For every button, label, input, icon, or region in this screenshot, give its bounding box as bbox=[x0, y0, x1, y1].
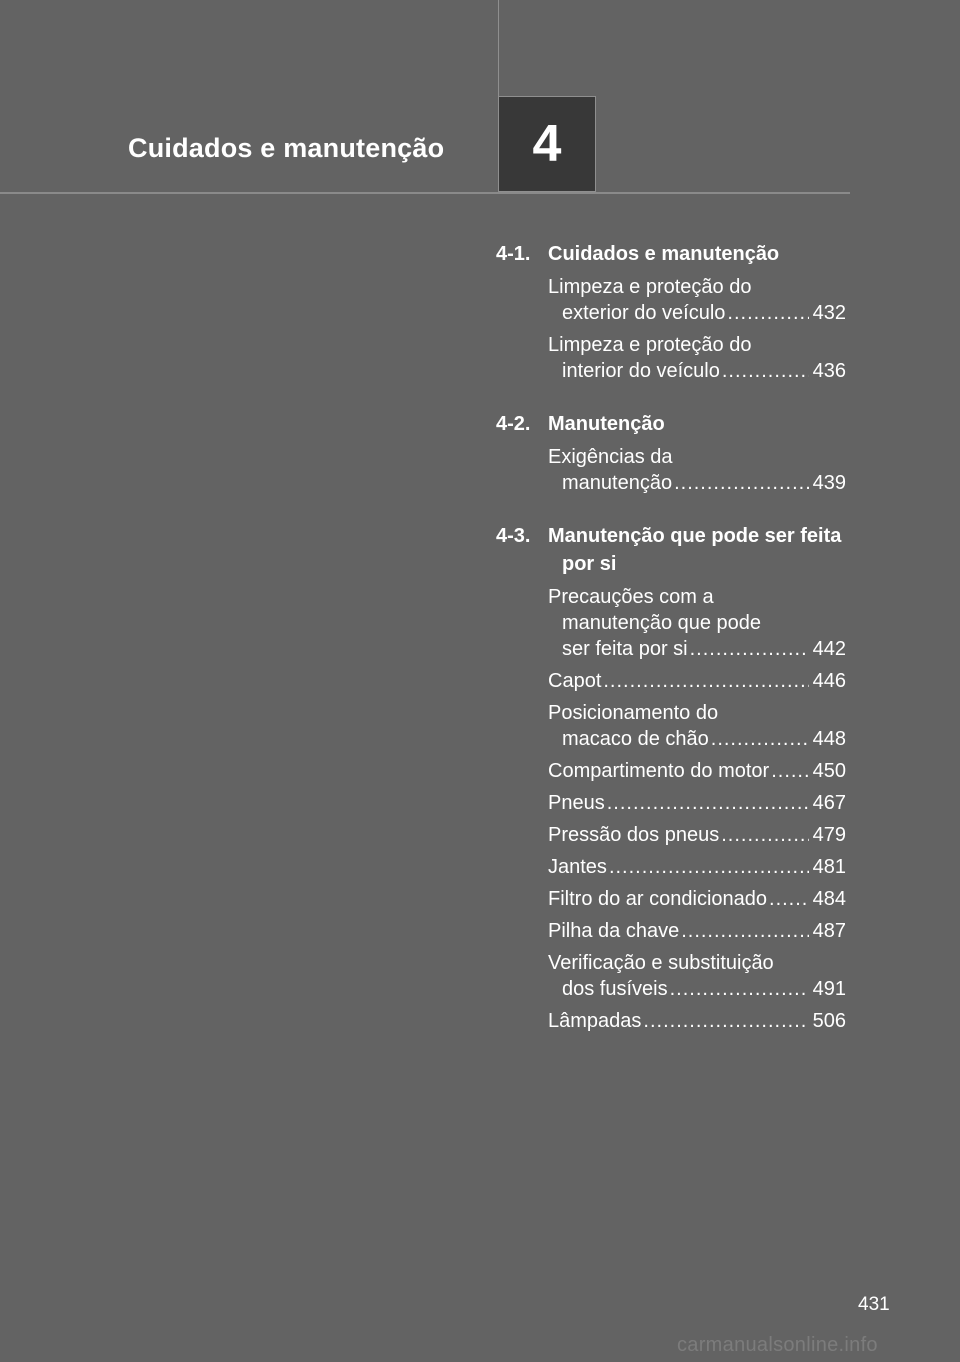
entry-leader-line bbox=[548, 726, 846, 752]
toc-entry[interactable] bbox=[548, 854, 846, 880]
dot-leader bbox=[690, 636, 809, 662]
entry-title-line: Pressão dos pneus bbox=[548, 824, 720, 846]
toc-entry[interactable] bbox=[548, 822, 846, 848]
entry-title-line: Limpeza e proteção do bbox=[548, 334, 752, 356]
entry-leader-line bbox=[548, 470, 846, 496]
dot-leader bbox=[771, 758, 808, 784]
entry-title-line: interior do veículo bbox=[562, 360, 720, 382]
dot-leader bbox=[721, 822, 808, 848]
section-title: Cuidados e manutenção bbox=[548, 243, 780, 265]
entry-title-line: dos fusíveis bbox=[562, 978, 668, 1000]
dot-leader bbox=[670, 976, 809, 1002]
toc-entry[interactable] bbox=[548, 444, 846, 496]
entry-title-line: exterior do veículo bbox=[562, 302, 726, 324]
section-number: 4-1. bbox=[496, 243, 531, 265]
header-vertical-rule bbox=[498, 0, 499, 96]
dot-leader bbox=[711, 726, 809, 752]
entry-title-line: Jantes bbox=[548, 856, 607, 878]
entry-title-line: Precauções com a bbox=[548, 586, 714, 608]
toc-entry[interactable] bbox=[548, 918, 846, 944]
entry-leader-line bbox=[548, 1008, 846, 1034]
entry-title-line: Verificação e substituição bbox=[548, 952, 774, 974]
section-spacer bbox=[496, 496, 846, 522]
entry-title-line: Compartimento do motor bbox=[548, 760, 770, 782]
entry-leader-line bbox=[548, 822, 846, 848]
toc-entry[interactable] bbox=[548, 700, 846, 752]
entry-page-number: 450 bbox=[812, 760, 846, 782]
entry-page-number: 484 bbox=[812, 888, 846, 910]
toc-section-heading bbox=[496, 410, 846, 438]
toc-section-heading bbox=[496, 522, 846, 578]
toc-entry[interactable] bbox=[548, 790, 846, 816]
dot-leader bbox=[674, 470, 809, 496]
entry-title-line: ser feita por si bbox=[562, 638, 688, 660]
dot-leader bbox=[607, 790, 809, 816]
entry-title-line: Filtro do ar condicionado bbox=[548, 888, 768, 910]
toc-entry[interactable] bbox=[548, 1008, 846, 1034]
dot-leader bbox=[769, 886, 809, 912]
toc-entry[interactable] bbox=[548, 332, 846, 384]
entry-page-number: 487 bbox=[812, 920, 846, 942]
entry-page-number: 436 bbox=[812, 360, 846, 382]
section-number: 4-3. bbox=[496, 525, 531, 547]
entry-leader-line bbox=[548, 976, 846, 1002]
entry-leader-line bbox=[548, 668, 846, 694]
toc-entry[interactable] bbox=[548, 886, 846, 912]
header-horizontal-rule bbox=[0, 192, 850, 194]
entry-page-number: 432 bbox=[812, 302, 846, 324]
entry-title-line: Exigências da bbox=[548, 446, 673, 468]
section-title: Manutenção bbox=[548, 413, 665, 435]
entry-page-number: 446 bbox=[812, 670, 846, 692]
entry-leader-line bbox=[548, 790, 846, 816]
dot-leader bbox=[609, 854, 809, 880]
dot-leader bbox=[603, 668, 808, 694]
dot-leader bbox=[643, 1008, 808, 1034]
entry-page-number: 491 bbox=[812, 978, 846, 1000]
page-number: 431 bbox=[858, 1294, 890, 1315]
toc-entry[interactable] bbox=[548, 584, 846, 662]
toc-entry[interactable] bbox=[548, 758, 846, 784]
entry-title-line: Pneus bbox=[548, 792, 605, 814]
entry-title-line: Posicionamento do bbox=[548, 702, 719, 724]
entry-page-number: 448 bbox=[812, 728, 846, 750]
entry-page-number: 481 bbox=[812, 856, 846, 878]
entry-leader-line bbox=[548, 358, 846, 384]
section-title: Manutenção que pode ser feita por si bbox=[548, 525, 842, 575]
toc-entry[interactable] bbox=[548, 668, 846, 694]
chapter-title: Cuidados e manutenção bbox=[128, 133, 445, 163]
entry-leader-line bbox=[548, 886, 846, 912]
toc-entry[interactable] bbox=[548, 274, 846, 326]
entry-title-line: Lâmpadas bbox=[548, 1010, 642, 1032]
toc-section-heading bbox=[496, 240, 846, 268]
entry-title-line: manutenção que pode bbox=[562, 612, 762, 634]
entry-page-number: 439 bbox=[812, 472, 846, 494]
entry-leader-line bbox=[548, 300, 846, 326]
entry-leader-line bbox=[548, 854, 846, 880]
section-spacer bbox=[496, 384, 846, 410]
entry-page-number: 479 bbox=[812, 824, 846, 846]
toc-entry[interactable] bbox=[548, 950, 846, 1002]
entry-leader-line bbox=[548, 636, 846, 662]
chapter-number: 4 bbox=[532, 115, 562, 173]
dot-leader bbox=[727, 300, 808, 326]
entry-page-number: 442 bbox=[812, 638, 846, 660]
entry-page-number: 467 bbox=[812, 792, 846, 814]
dot-leader bbox=[722, 358, 809, 384]
chapter-number-box bbox=[498, 96, 596, 192]
entry-title-line: Capot bbox=[548, 670, 602, 692]
entry-title-line: Limpeza e proteção do bbox=[548, 276, 752, 298]
entry-title-line: macaco de chão bbox=[562, 728, 709, 750]
entry-leader-line bbox=[548, 758, 846, 784]
dot-leader bbox=[681, 918, 808, 944]
section-number: 4-2. bbox=[496, 413, 531, 435]
watermark: carmanualsonline.info bbox=[677, 1334, 878, 1356]
entry-title-line: Pilha da chave bbox=[548, 920, 680, 942]
entry-title-line: manutenção bbox=[562, 472, 673, 494]
table-of-contents bbox=[496, 240, 846, 1034]
entry-leader-line bbox=[548, 918, 846, 944]
entry-page-number: 506 bbox=[812, 1010, 846, 1032]
